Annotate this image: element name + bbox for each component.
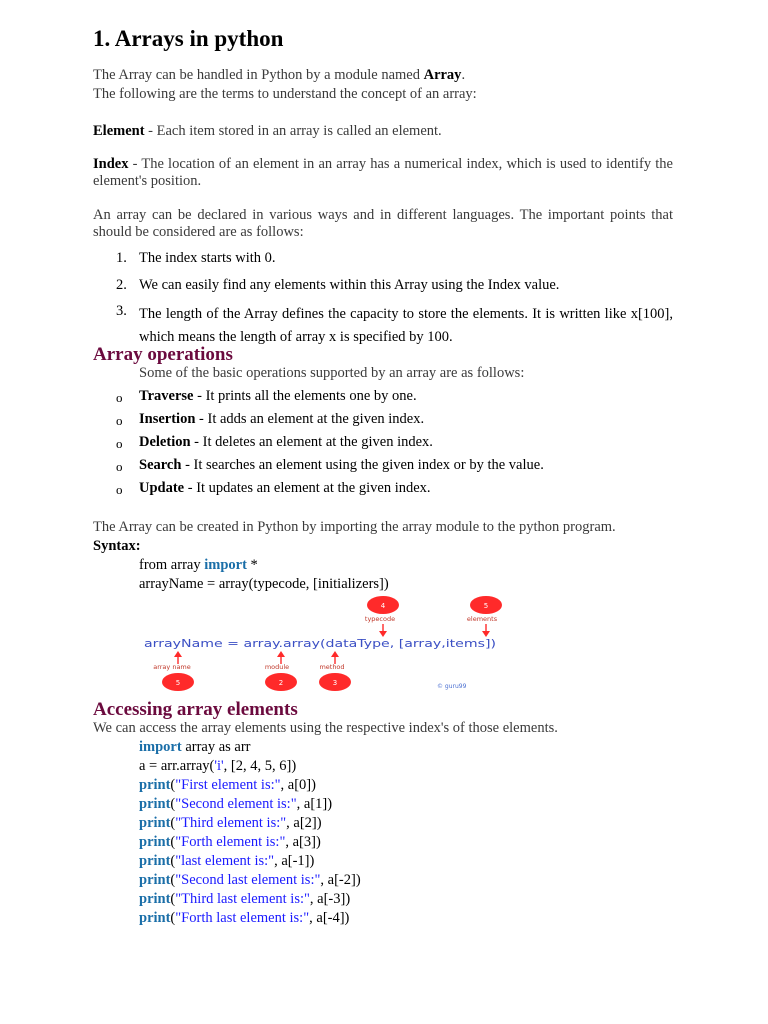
list-bullet: o [116, 459, 123, 474]
code-string: "First element is:" [175, 777, 281, 793]
op-text-update: - It updates an element at the given index. [184, 480, 431, 496]
typecode-badge-number: 4 [380, 602, 386, 610]
section-heading-array-operations: Array operations [93, 344, 233, 365]
intro-line-2: The following are the terms to understand the concept of an array: [93, 86, 477, 102]
code-text: from array [139, 557, 205, 573]
method-callout [319, 651, 351, 691]
term-element-label: Element [93, 123, 145, 139]
list-item [139, 457, 544, 474]
list-bullet: o [116, 413, 123, 428]
syntax-code-line-2: arrayName = array(typecode, [initializers]) [139, 576, 389, 592]
code-line-print: print("Second element is:", a[1]) [139, 796, 333, 812]
elements-badge-number: 5 [483, 602, 489, 610]
syntax-label: Syntax: [93, 538, 141, 554]
point-3-text: The length of the Array defines the capacity to store the elements. It is written like x[100], which means the length of array x is specified by 100. [139, 306, 673, 345]
op-label-deletion: Deletion [139, 434, 191, 450]
method-badge-number: 3 [332, 679, 338, 687]
print-keyword: print [139, 910, 171, 926]
print-keyword: print [139, 853, 171, 869]
op-text-traverse: - It prints all the elements one by one. [193, 388, 417, 404]
code-line-print: print("Second last element is:", a[-2]) [139, 872, 361, 888]
code-text: , a[3]) [285, 834, 321, 850]
code-line-print: print("Forth element is:", a[3]) [139, 834, 321, 850]
code-text: , a[-2]) [320, 872, 361, 888]
module-callout [265, 651, 297, 691]
intro-period: . [461, 67, 466, 83]
operations-intro: Some of the basic operations supported by an array are as follows: [139, 365, 525, 381]
code-string: "Second element is:" [175, 796, 297, 812]
intro-bold-array: Array [423, 67, 462, 83]
array-syntax-diagram [140, 594, 510, 694]
code-line-print: print("last element is:", a[-1]) [139, 853, 315, 869]
list-bullet: o [116, 436, 123, 451]
diagram-code-text: arrayName = array.array(dataType, [array,items]) [144, 637, 496, 650]
code-text: , a[-3]) [309, 891, 351, 907]
code-line-print: print("First element is:", a[0]) [139, 777, 316, 793]
code-text: array as arr [181, 739, 251, 755]
code-string: "Forth element is:" [175, 834, 286, 850]
array-name-callout [153, 651, 194, 691]
method-label: method [319, 663, 345, 671]
print-keyword: print [139, 815, 171, 831]
module-badge-number: 2 [278, 679, 284, 687]
code-string: "Third element is:" [175, 815, 287, 831]
intro-text: The Array can be handled in Python by a module named [93, 67, 424, 83]
syntax-code-line-1 [139, 556, 258, 575]
point-2-number: 2. [116, 277, 127, 293]
print-keyword: print [139, 777, 171, 793]
list-item [139, 434, 433, 451]
intro-line-1 [93, 67, 465, 84]
diagram-watermark: © guru99 [437, 683, 467, 690]
declared-paragraph: An array can be declared in various ways and in different languages. The important points that should be considered are as follows: [93, 207, 673, 240]
code-string: "Second last element is:" [175, 872, 321, 888]
term-index [93, 156, 673, 190]
code-text: a = arr.array( [139, 758, 215, 774]
term-index-label: Index [93, 156, 129, 172]
op-text-search: - It searches an element using the given index or by the value. [181, 457, 544, 473]
op-label-search: Search [139, 457, 182, 473]
print-keyword: print [139, 834, 171, 850]
elements-label: elements [466, 615, 498, 623]
code-line-import [139, 738, 251, 757]
term-index-text: - The location of an element in an array has a numerical index, which is used to identify the element's position. [93, 156, 673, 189]
list-bullet: o [116, 482, 123, 497]
code-text: * [246, 557, 258, 573]
point-1-number: 1. [116, 250, 127, 266]
accessing-intro: We can access the array elements using the respective index's of those elements. [93, 720, 558, 736]
code-text: , a[1]) [296, 796, 333, 812]
code-text: , a[-4]) [309, 910, 350, 926]
code-text: , a[0]) [280, 777, 316, 793]
array-name-badge-number: 5 [175, 679, 181, 687]
section-heading-accessing: Accessing array elements [93, 699, 298, 720]
op-text-insertion: - It adds an element at the given index. [195, 411, 425, 427]
code-string: "Forth last element is:" [175, 910, 310, 926]
code-text: , a[-1]) [274, 853, 315, 869]
print-keyword: print [139, 796, 171, 812]
typecode-label: typecode [364, 615, 396, 623]
page-title: 1. Arrays in python [93, 26, 284, 51]
code-text: , [2, 4, 5, 6]) [223, 758, 297, 774]
code-line-print: print("Third element is:", a[2]) [139, 815, 322, 831]
module-label: module [264, 663, 290, 671]
import-keyword: import [204, 557, 247, 573]
term-element [93, 123, 442, 140]
code-string: "Third last element is:" [175, 891, 310, 907]
point-2-text: We can easily find any elements within this Array using the Index value. [139, 277, 560, 293]
code-line-print: print("Forth last element is:", a[-4]) [139, 910, 350, 926]
point-3-number: 3. [116, 303, 127, 319]
code-string: 'i' [214, 758, 224, 774]
code-string: "last element is:" [175, 853, 275, 869]
code-line-print: print("Third last element is:", a[-3]) [139, 891, 351, 907]
print-keyword: print [139, 891, 171, 907]
typecode-callout [365, 596, 399, 637]
op-label-update: Update [139, 480, 185, 496]
code-line-assign [139, 757, 296, 776]
print-keyword: print [139, 872, 171, 888]
op-label-insertion: Insertion [139, 411, 196, 427]
list-item [139, 411, 424, 428]
list-item [139, 388, 417, 405]
creation-paragraph: The Array can be created in Python by importing the array module to the python program. [93, 519, 616, 535]
list-item [139, 480, 431, 497]
op-label-traverse: Traverse [139, 388, 194, 404]
code-text: , a[2]) [286, 815, 322, 831]
op-text-deletion: - It deletes an element at the given index. [190, 434, 433, 450]
term-element-text: - Each item stored in an array is called an element. [144, 123, 442, 139]
array-name-label: array name [153, 663, 191, 671]
elements-callout [467, 596, 502, 637]
list-bullet: o [116, 390, 123, 405]
import-keyword: import [139, 739, 182, 755]
point-1-text: The index starts with 0. [139, 250, 276, 266]
